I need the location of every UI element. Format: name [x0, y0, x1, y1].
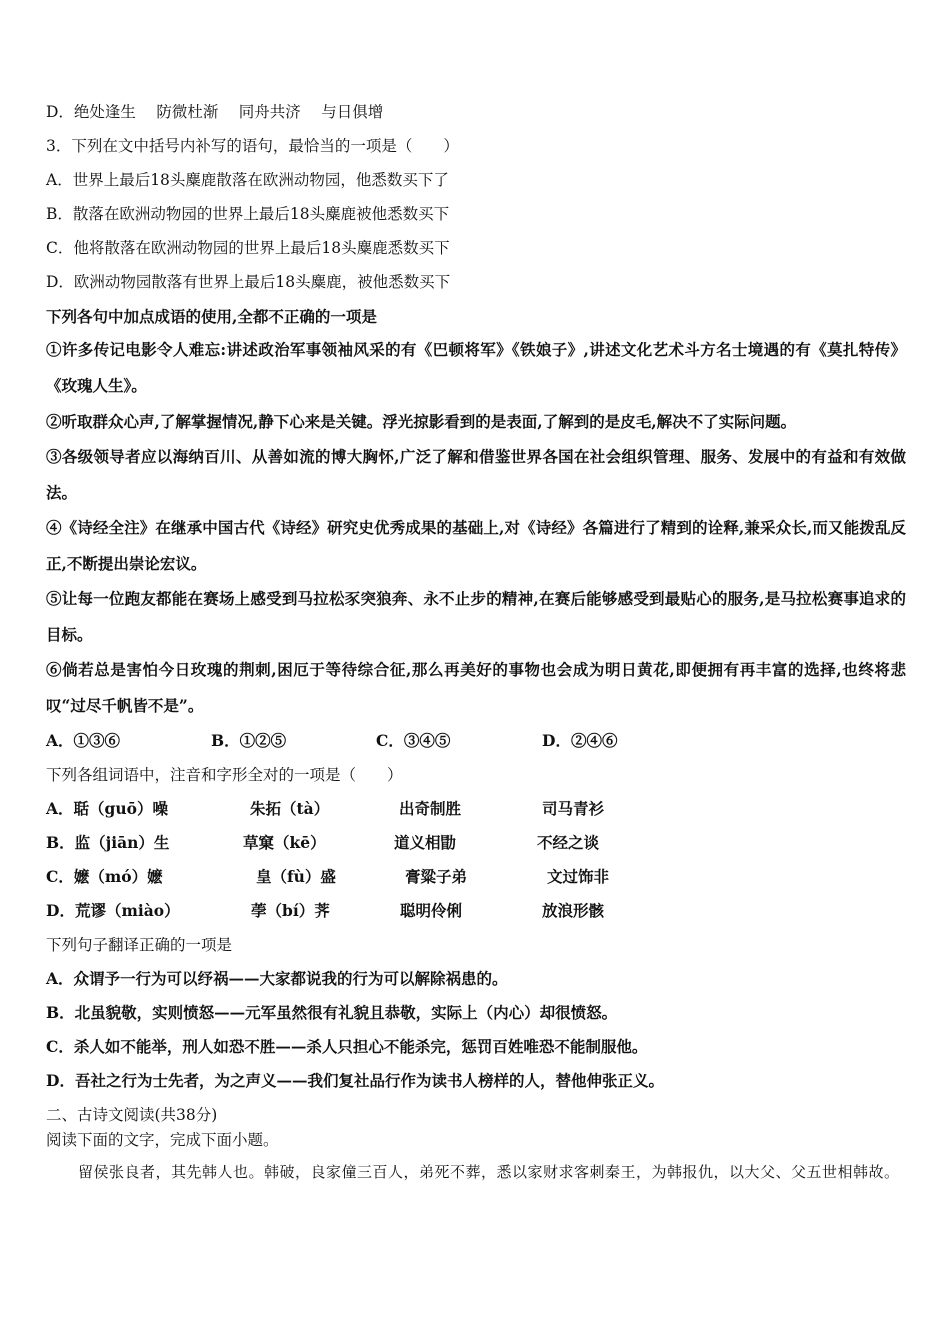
- idiom-option-a: A．①③⑥: [46, 731, 121, 750]
- pinyin-cell: B．监（jiān）生: [46, 833, 170, 852]
- idiom-option-d: D．②④⑥: [542, 731, 618, 750]
- idiom-question-stem: 下列各句中加点成语的使用,全都不正确的一项是: [46, 307, 377, 326]
- q3-stem: 3．下列在文中括号内补写的语句，最恰当的一项是（ ）: [46, 137, 459, 155]
- idiom-sentence-6: ⑥倘若总是害怕今日玫瑰的荆刺,困厄于等待综合征,那么再美好的事物也会成为明日黄花,即便拥有再丰富的选择,也终将悲叹“过尽千帆皆不是”。: [46, 660, 906, 715]
- pinyin-cell: 草窠（kē）: [243, 833, 326, 852]
- idiom-option-c: C．③④⑤: [376, 731, 451, 750]
- translate-option-b: B．北虽貌敬，实则愤怒——元军虽然很有礼貌且恭敬，实际上（内心）却很愤怒。: [46, 1003, 618, 1022]
- pinyin-cell: 文过饰非: [547, 867, 610, 886]
- pinyin-cell: 放浪形骸: [542, 901, 605, 920]
- pinyin-cell: A．聒（guō）噪: [46, 799, 168, 818]
- pinyin-cell: C．嬷（mó）嬷: [46, 867, 163, 886]
- pinyin-cell: 道义相勖: [394, 833, 457, 852]
- idiom-sentence-5: ⑤让每一位跑友都能在赛场上感受到马拉松豕突狼奔、永不止步的精神,在赛后能够感受到最贴心的服务,是马拉松赛事追求的目标。: [46, 589, 906, 644]
- classical-passage: 留侯张良者，其先韩人也。韩破，良家僮三百人，弟死不葬，悉以家财求客刺秦王，为韩报仇，以大父、父五世相韩故。: [78, 1163, 900, 1181]
- idiom-sentence-2: ②听取群众心声,了解掌握情况,静下心来是关键。浮光掠影看到的是表面,了解到的是皮毛,解决不了实际问题。: [46, 412, 797, 431]
- q3-option-b: B．散落在欧洲动物园的世界上最后18头麋鹿被他悉数买下: [46, 205, 450, 223]
- idiom-sentence-4: ④《诗经全注》在继承中国古代《诗经》研究史优秀成果的基础上,对《诗经》各篇进行了精到的诠释,兼采众长,而又能拨乱反正,不断提出崇论宏议。: [46, 518, 906, 573]
- pinyin-cell: 司马青衫: [542, 799, 605, 818]
- pinyin-cell: 皇（fù）盛: [256, 867, 336, 886]
- pinyin-cell: 荸（bí）荠: [251, 901, 330, 920]
- q2-option-d: D．绝处逢生 防微杜渐 同舟共济 与日俱增: [46, 103, 384, 121]
- translate-option-d: D．吾社之行为士先者，为之声义——我们复社品行作为读书人榜样的人，替他伸张正义。: [46, 1071, 664, 1090]
- idiom-option-b: B．①②⑤: [211, 731, 287, 750]
- translate-option-c: C．杀人如不能举，刑人如恐不胜——杀人只担心不能杀完，惩罚百姓唯恐不能制服他。: [46, 1037, 648, 1056]
- pinyin-cell: 聪明伶俐: [400, 901, 463, 920]
- pinyin-question-stem: 下列各组词语中，注音和字形全对的一项是（ ）: [46, 766, 403, 784]
- pinyin-cell: 不经之谈: [537, 833, 600, 852]
- idiom-sentence-1: ①许多传记电影令人难忘:讲述政治军事领袖风采的有《巴顿将军》《铁娘子》,讲述文化艺术斗方名士境遇的有《莫扎特传》《玫瑰人生》。: [46, 340, 906, 395]
- q3-option-c: C．他将散落在欧洲动物园的世界上最后18头麋鹿悉数买下: [46, 239, 450, 257]
- translate-question-stem: 下列句子翻译正确的一项是: [46, 936, 233, 954]
- translate-option-a: A．众谓予一行为可以纾祸——大家都说我的行为可以解除祸患的。: [46, 969, 508, 988]
- q3-option-d: D．欧洲动物园散落有世界上最后18头麋鹿，被他悉数买下: [46, 273, 451, 291]
- q3-option-a: A．世界上最后18头麋鹿散落在欧洲动物园，他悉数买下了: [46, 171, 449, 189]
- pinyin-cell: D．荒谬（miào）: [46, 901, 180, 920]
- idiom-sentence-3: ③各级领导者应以海纳百川、从善如流的博大胸怀,广泛了解和借鉴世界各国在社会组织管理、服务、发展中的有益和有效做法。: [46, 447, 906, 502]
- pinyin-cell: 出奇制胜: [399, 799, 462, 818]
- pinyin-cell: 朱拓（tà）: [250, 799, 330, 818]
- reading-instruction: 阅读下面的文字，完成下面小题。: [46, 1131, 279, 1149]
- pinyin-cell: 膏粱子弟: [405, 867, 468, 886]
- section-heading: 二、古诗文阅读(共38分): [46, 1106, 218, 1124]
